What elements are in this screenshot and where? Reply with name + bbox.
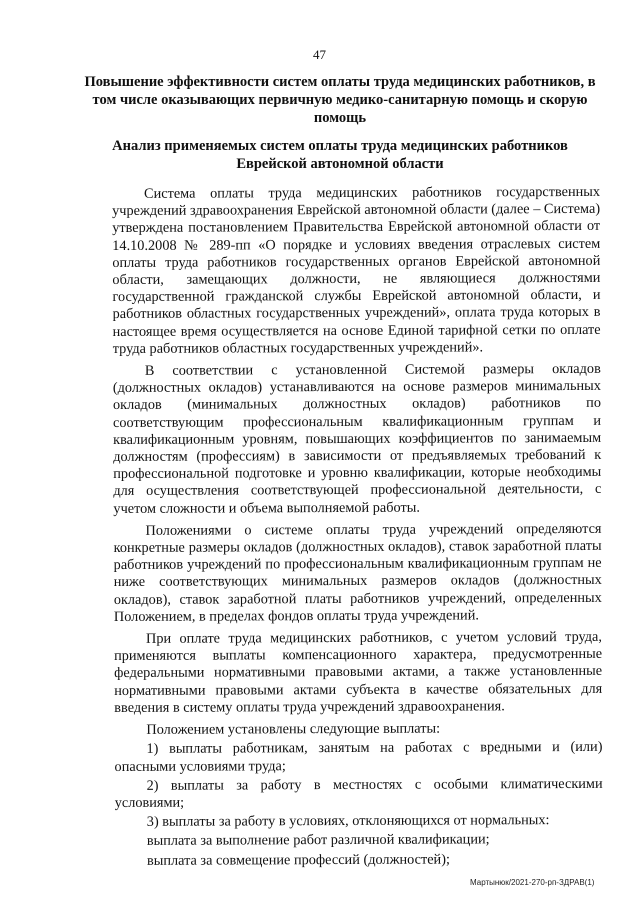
paragraph: Положениями о системе оплаты труда учреждений определяются конкретные размеры окладов (должностных окладов), ставок заработной платы работников учреждений по профессиональным квалификационным группам не ниже соответствующих минимальных размеров окладов (должностных окладов), ставок заработной платы работников учреждений, определенных Положением, в пределах фондов оплаты труда учреждений. [113,520,602,625]
list-item: 2) выплаты за работу в местностях с особыми климатическими условиями; [114,775,603,811]
section-heading: Повышение эффективности систем оплаты труда медицинских работников, в том числе оказывающих первичную медико-санитарную помощь и скорую помощь [84,74,596,126]
subsection-heading: Анализ применяемых систем оплаты труда медицинских работников Еврейской автономной области [112,138,568,172]
list-subitem: выплата за совмещение профессий (должностей); [146,851,450,869]
paragraph: Система оплаты труда медицинских работников государственных учреждений здравоохранения Еврейской автономной области (далее – Система) утверждена постановлением Правительства Еврейской автономной области от 14.10.2008 № 289-пп «О порядке и условиях введения отраслевых систем оплаты труда работников государственных органов Еврейской автономной области, замещающих должности, не являющиеся должностями государственной гражданской службы Еврейской автономной области, и работников областных государственных учреждений», оплата труда которых в настоящее время осуществляется на основе Единой тарифной сетки по оплате труда работников областных государственных учреждений». [112,183,601,357]
footer-document-code: Мартынюк/2021-270-рп-ЗДРАВ(1) [470,878,595,887]
list-subitem: выплата за выполнение работ различной квалификации; [146,831,490,850]
paragraph: В соответствии с установленной Системой размеры окладов (должностных окладов) устанавливаются на основе размеров минимальных окладов (минимальных должностных окладов) работников по соответствующим профессиональным квалификационным группам и квалификационным уровням, повышающих коэффициентов по занимаемым должностям (профессиям) в зависимости от предъявляемых требований к профессиональной подготовке и уровню квалификации, которые необходимы для осуществления соответствующей профессиональной деятельности, с учетом сложности и объема выполняемой работы. [112,360,602,517]
paragraph: При оплате труда медицинских работников, с учетом условий труда, применяются выплаты компенсационного характера, предусмотренные федеральными нормативными правовыми актами, а также установленные нормативными правовыми актами субъекта в качестве обязательных для введения в систему оплаты труда учреждений здравоохранения. [114,628,603,716]
body-text [112,184,603,872]
list-item: 3) выплаты за работу в условиях, отклоняющихся от нормальных: [146,812,550,830]
page-number: 47 [313,47,326,62]
list-item: 1) выплаты работникам, занятым на работах с вредными и (или) опасными условиями труда; [114,739,603,775]
list-intro: Положением установлены следующие выплаты: [146,720,441,738]
